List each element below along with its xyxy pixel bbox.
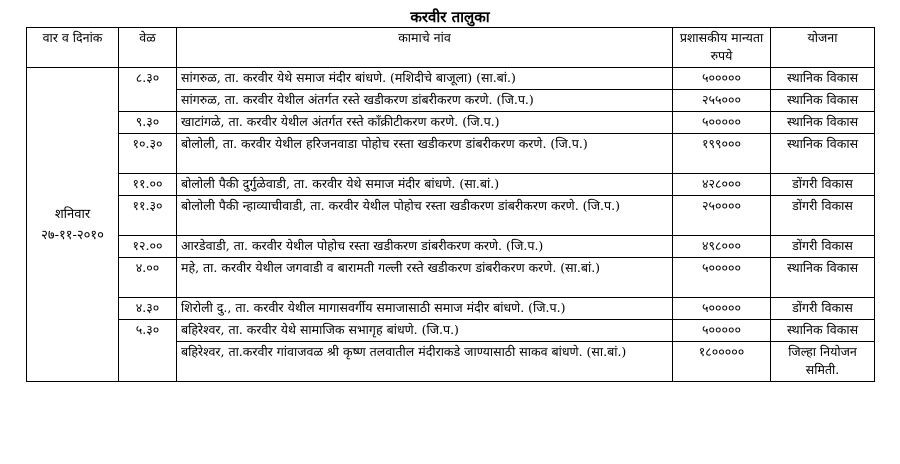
amount-cell: ५००००० <box>673 320 771 342</box>
time-cell: १०.३० <box>119 134 177 174</box>
scheme-cell: डोंगरी विकास <box>771 236 875 258</box>
scheme-cell: स्थानिक विकास <box>771 320 875 342</box>
amount-cell: ५००००० <box>673 298 771 320</box>
page-title: करवीर तालुका <box>410 8 490 26</box>
table-row <box>27 298 875 320</box>
time-cell: ११.०० <box>119 174 177 196</box>
table-row <box>27 196 875 236</box>
scheme-cell: स्थानिक विकास <box>771 68 875 90</box>
scheme-cell: डोंगरी विकास <box>771 174 875 196</box>
header-row <box>27 28 875 68</box>
scheme-cell: डोंगरी विकास <box>771 298 875 320</box>
header-day-date: वार व दिनांक <box>27 28 119 68</box>
time-cell: ४.३० <box>119 298 177 320</box>
work-cell: बोलोली, ता. करवीर येथील हरिजनवाडा पोहोच रस्ता खडीकरण डांबरीकरण करणे. (जि.प.) <box>177 134 673 174</box>
weekday: शनिवार <box>54 206 91 222</box>
amount-cell: १८००००० <box>673 342 771 382</box>
amount-cell: ५००००० <box>673 68 771 90</box>
table-row <box>27 236 875 258</box>
time-cell: १२.०० <box>119 236 177 258</box>
table-row <box>27 174 875 196</box>
table-row <box>27 320 875 342</box>
amount-cell: ५००००० <box>673 112 771 134</box>
scheme-cell: स्थानिक विकास <box>771 90 875 112</box>
amount-cell: २५५००० <box>673 90 771 112</box>
schedule-table <box>26 27 875 382</box>
work-cell: आरडेवाडी, ता. करवीर येथील पोहोच रस्ता खडीकरण डांबरीकरण करणे. (जि.प.) <box>177 236 673 258</box>
amount-cell: ४९८००० <box>673 236 771 258</box>
table-row <box>27 258 875 298</box>
amount-cell: २५०००० <box>673 196 771 236</box>
work-cell: सांगरुळ, ता. करवीर येथे समाज मंदीर बांधणे. (मशिदीचे बाजूला) (सा.बां.) <box>177 68 673 90</box>
time-cell: ५.३० <box>119 320 177 382</box>
time-cell: ८.३० <box>119 68 177 112</box>
scheme-cell: स्थानिक विकास <box>771 258 875 298</box>
header-work-name: कामाचे नांव <box>177 28 673 68</box>
header-time: वेळ <box>119 28 177 68</box>
work-cell: बोलोली पैकी दुर्गुळेवाडी, ता. करवीर येथे समाज मंदीर बांधणे. (सा.बां.) <box>177 174 673 196</box>
table-row <box>27 68 875 90</box>
work-cell: बोलोली पैकी न्हाव्याचीवाडी, ता. करवीर येथील पोहोच रस्ता खडीकरण डांबरीकरण करणे. (जि.प.) <box>177 196 673 236</box>
time-cell: ११.३० <box>119 196 177 236</box>
scheme-cell: स्थानिक विकास <box>771 112 875 134</box>
work-cell: बहिरेश्वर, ता.करवीर गांवाजवळ श्री कृष्ण तलवातील मंदीराकडे जाण्यासाठी साकव बांधणे. (सा.बां.) <box>177 342 673 382</box>
amount-cell: १९९००० <box>673 134 771 174</box>
header-approval: प्रशासकीय मान्यता रुपये <box>673 28 771 68</box>
day-date-cell <box>27 68 119 382</box>
table-row <box>27 112 875 134</box>
work-cell: बहिरेश्वर, ता. करवीर येथे सामाजिक सभागृह बांधणे. (जि.प.) <box>177 320 673 342</box>
table-row <box>27 134 875 174</box>
date: २७-११-२०१० <box>41 227 104 243</box>
scheme-cell: स्थानिक विकास <box>771 134 875 174</box>
work-cell: महे, ता. करवीर येथील जगवाडी व बारामती गल्ली रस्ते खडीकरण डांबरीकरण करणे. (सा.बां.) <box>177 258 673 298</box>
header-scheme: योजना <box>771 28 875 68</box>
amount-cell: ४२८००० <box>673 174 771 196</box>
time-cell: ९.३० <box>119 112 177 134</box>
work-cell: शिरोली दु., ता. करवीर येथील मागासवर्गीय समाजासाठी समाज मंदीर बांधणे. (जि.प.) <box>177 298 673 320</box>
amount-cell: ५००००० <box>673 258 771 298</box>
scheme-cell: जिल्हा नियोजन समिती. <box>771 342 875 382</box>
scheme-cell: डोंगरी विकास <box>771 196 875 236</box>
time-cell: ४.०० <box>119 258 177 298</box>
work-cell: खाटांगळे, ता. करवीर येथील अंतर्गत रस्ते काँक्रीटीकरण करणे. (जि.प.) <box>177 112 673 134</box>
work-cell: सांगरुळ, ता. करवीर येथील अंतर्गत रस्ते खडीकरण डांबरीकरण करणे. (जि.प.) <box>177 90 673 112</box>
